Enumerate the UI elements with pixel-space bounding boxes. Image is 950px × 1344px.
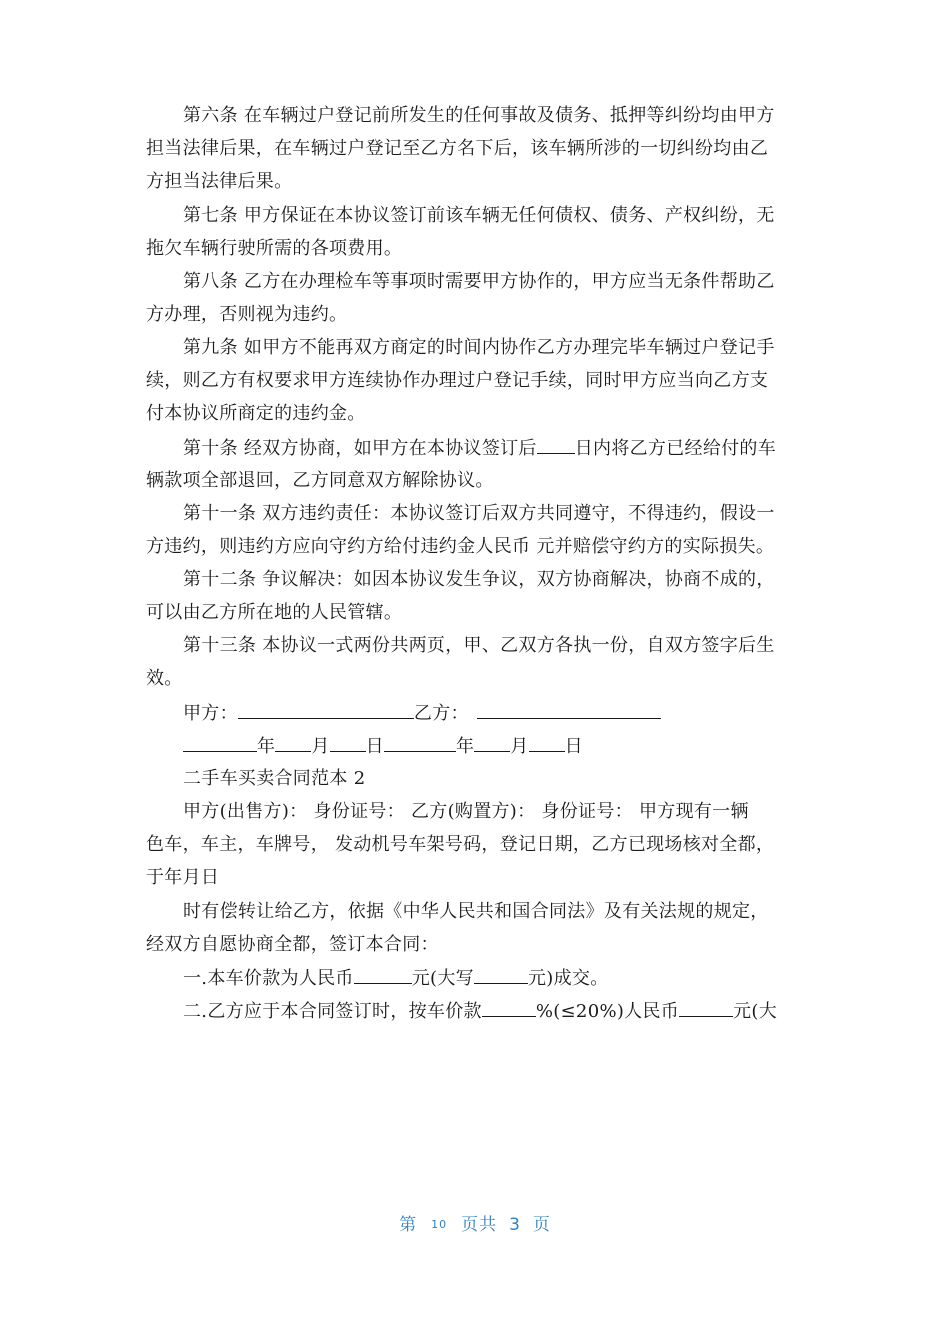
day-label-a: 日 xyxy=(365,736,384,757)
article-8-line-2: 方办理，否则视为违约。 xyxy=(146,304,348,325)
year-label-a: 年 xyxy=(257,736,276,757)
party-a-label: 甲方： xyxy=(183,703,238,724)
article-12-line-2: 可以由乙方所在地的人民管辖。 xyxy=(146,602,403,623)
party-b-month-blank xyxy=(474,734,510,752)
signature-parties-line xyxy=(183,701,661,726)
deposit-amount-blank xyxy=(679,999,733,1017)
sample-2-item-2 xyxy=(183,999,777,1024)
current-page-number: 10 xyxy=(431,1218,448,1231)
party-a-year-blank xyxy=(183,734,257,752)
article-10-line-1 xyxy=(183,436,776,461)
sample-2-transfer-line-2: 经双方自愿协商全都，签订本合同： xyxy=(146,934,439,955)
deposit-percent-blank xyxy=(482,999,536,1017)
item-2-text-a: 二.乙方应于本合同签订时，按车价款 xyxy=(183,1001,482,1022)
article-6-line-1: 第六条 在车辆过户登记前所发生的任何事故及债务、抵押等纠纷均由甲方 xyxy=(183,105,775,126)
party-a-month-blank xyxy=(275,734,311,752)
article-10-line-2: 辆款项全部退回，乙方同意双方解除协议。 xyxy=(146,470,494,491)
price-words-blank xyxy=(474,966,528,984)
item-2-text-c: 元(大 xyxy=(733,1001,778,1022)
article-7-line-1: 第七条 甲方保证在本协议签订前该车辆无任何债权、债务、产权纠纷，无 xyxy=(183,205,775,226)
article-10-text-b: 日内将乙方已经给付的车 xyxy=(574,438,777,459)
article-11-line-2: 方违约，则违约方应向守约方给付违约金人民币 元并赔偿守约方的实际损失。 xyxy=(146,536,775,557)
total-pages-number: 3 xyxy=(509,1215,521,1235)
party-b-day-blank xyxy=(529,734,565,752)
sample-2-title: 二手车买卖合同范本 2 xyxy=(183,768,366,789)
article-9-line-1: 第九条 如甲方不能再双方商定的时间内协作乙方办理完毕车辆过户登记手 xyxy=(183,337,775,358)
item-1-text-b: 元(大写 xyxy=(411,968,474,989)
article-13-line-2: 效。 xyxy=(146,668,183,689)
signature-date-line xyxy=(183,734,583,759)
month-label-a: 月 xyxy=(311,736,330,757)
price-blank xyxy=(354,966,412,984)
day-label-b: 日 xyxy=(564,736,583,757)
article-10-text-a: 第十条 经双方协商，如甲方在本协议签订后 xyxy=(183,438,537,459)
item-1-text-c: 元)成交。 xyxy=(527,968,609,989)
article-6-line-2: 担当法律后果，在车辆过户登记至乙方名下后，该车辆所涉的一切纠纷均由乙 xyxy=(146,138,769,159)
party-b-signature-blank xyxy=(477,701,661,719)
item-1-text-a: 一.本车价款为人民币 xyxy=(183,968,354,989)
sample-2-intro-line-1: 甲方(出售方)： 身份证号： 乙方(购置方)： 身份证号： 甲方现有一辆 xyxy=(183,801,749,822)
article-9-line-2: 续，则乙方有权要求甲方连续协作办理过户登记手续，同时甲方应当向乙方支 xyxy=(146,370,769,391)
sample-2-transfer-line-1: 时有偿转让给乙方，依据《中华人民共和国合同法》及有关法规的规定， xyxy=(183,901,769,922)
page-footer xyxy=(0,1210,950,1235)
footer-middle: 页共 xyxy=(461,1215,498,1235)
party-a-signature-blank xyxy=(238,701,414,719)
footer-prefix: 第 xyxy=(399,1215,418,1235)
sample-2-intro-line-2: 色车，车主，车牌号， 发动机号车架号码，登记日期，乙方已现场核对全都， xyxy=(146,834,775,855)
year-label-b: 年 xyxy=(455,736,475,757)
party-a-day-blank xyxy=(330,734,366,752)
article-8-line-1: 第八条 乙方在办理检车等事项时需要甲方协作的，甲方应当无条件帮助乙 xyxy=(183,271,775,292)
footer-suffix: 页 xyxy=(532,1215,551,1235)
article-9-line-3: 付本协议所商定的违约金。 xyxy=(146,403,366,424)
sample-2-intro-line-3: 于年月日 xyxy=(146,867,220,888)
month-label-b: 月 xyxy=(510,736,529,757)
party-b-label: 乙方： xyxy=(413,703,469,724)
days-blank xyxy=(537,436,575,454)
article-12-line-1: 第十二条 争议解决：如因本协议发生争议，双方协商解决，协商不成的， xyxy=(183,569,775,590)
article-6-line-3: 方担当法律后果。 xyxy=(146,171,293,192)
article-7-line-2: 拖欠车辆行驶所需的各项费用。 xyxy=(146,238,403,259)
article-13-line-1: 第十三条 本协议一式两份共两页，甲、乙双方各执一份，自双方签字后生 xyxy=(183,635,775,656)
item-2-text-b: %(≤20%)人民币 xyxy=(535,1001,680,1022)
article-11-line-1: 第十一条 双方违约责任：本协议签订后双方共同遵守，不得违约，假设一 xyxy=(183,503,775,524)
sample-2-item-1 xyxy=(183,966,609,991)
party-b-year-blank xyxy=(384,734,456,752)
